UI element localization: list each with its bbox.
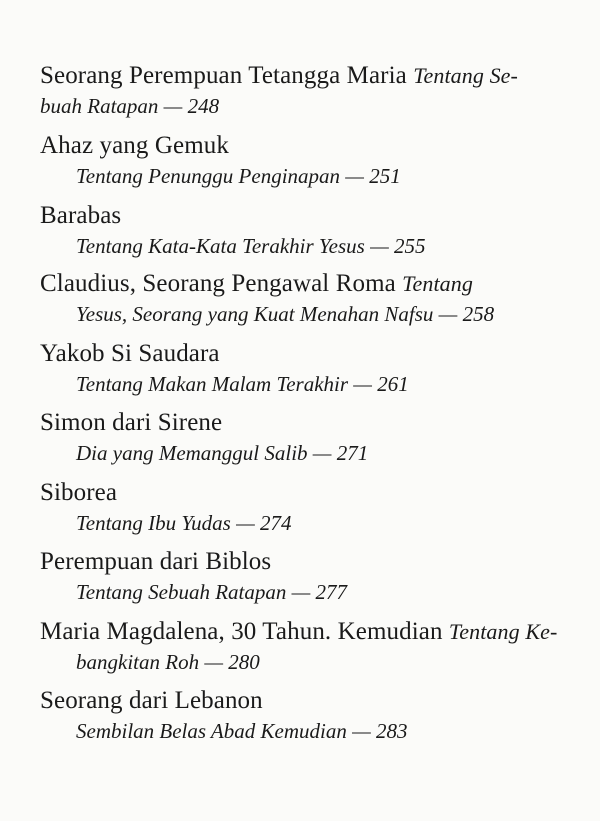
- toc-entry-chapter-start: Tentang Se-: [413, 63, 518, 88]
- toc-entry-name: Seorang Perempuan Tetangga Maria: [40, 62, 414, 89]
- toc-entry-chapter: Tentang Kata-Kata Terakhir Yesus — 255: [76, 234, 426, 258]
- toc-entry-chapter: Tentang Sebuah Ratapan — 277: [76, 580, 348, 604]
- toc-entry-chapter: Yesus, Seorang yang Kuat Menahan Nafsu — 258: [76, 302, 495, 326]
- toc-entry-heading: [40, 63, 518, 88]
- toc-entry-chapter-start: Tentang Ke-: [448, 619, 558, 644]
- toc-entry-chapter: Dia yang Memanggul Salib — 271: [76, 441, 369, 465]
- toc-entry-chapter: Sembilan Belas Abad Kemudian — 283: [76, 719, 408, 743]
- toc-entry-name: Ahaz yang Gemuk: [40, 132, 229, 159]
- toc-entry-name: Barabas: [40, 202, 122, 229]
- toc-entry-chapter: Tentang Penunggu Penginapan — 251: [76, 164, 401, 188]
- toc-entry-chapter: Tentang Ibu Yudas — 274: [76, 511, 292, 535]
- toc-entry-heading: [40, 619, 557, 644]
- toc-entry-name: Seorang dari Lebanon: [40, 687, 263, 714]
- toc-entry-name: Siborea: [40, 479, 118, 506]
- toc-entry-name: Simon dari Sirene: [40, 409, 223, 436]
- toc-entry-chapter-start: Tentang: [402, 271, 473, 296]
- toc-entry-name: Maria Magdalena, 30 Tahun. Kemudian: [40, 618, 449, 645]
- toc-entry-chapter: Tentang Makan Malam Terakhir — 261: [76, 372, 409, 396]
- toc-entry-name: Claudius, Seorang Pengawal Roma: [40, 270, 403, 297]
- toc-entry-chapter: buah Ratapan — 248: [40, 94, 220, 118]
- toc-entry-heading: [40, 271, 473, 296]
- toc-entry-name: Perempuan dari Biblos: [40, 548, 272, 575]
- toc-entry-chapter: bangkitan Roh — 280: [76, 650, 260, 674]
- toc-entry-name: Yakob Si Saudara: [40, 340, 220, 367]
